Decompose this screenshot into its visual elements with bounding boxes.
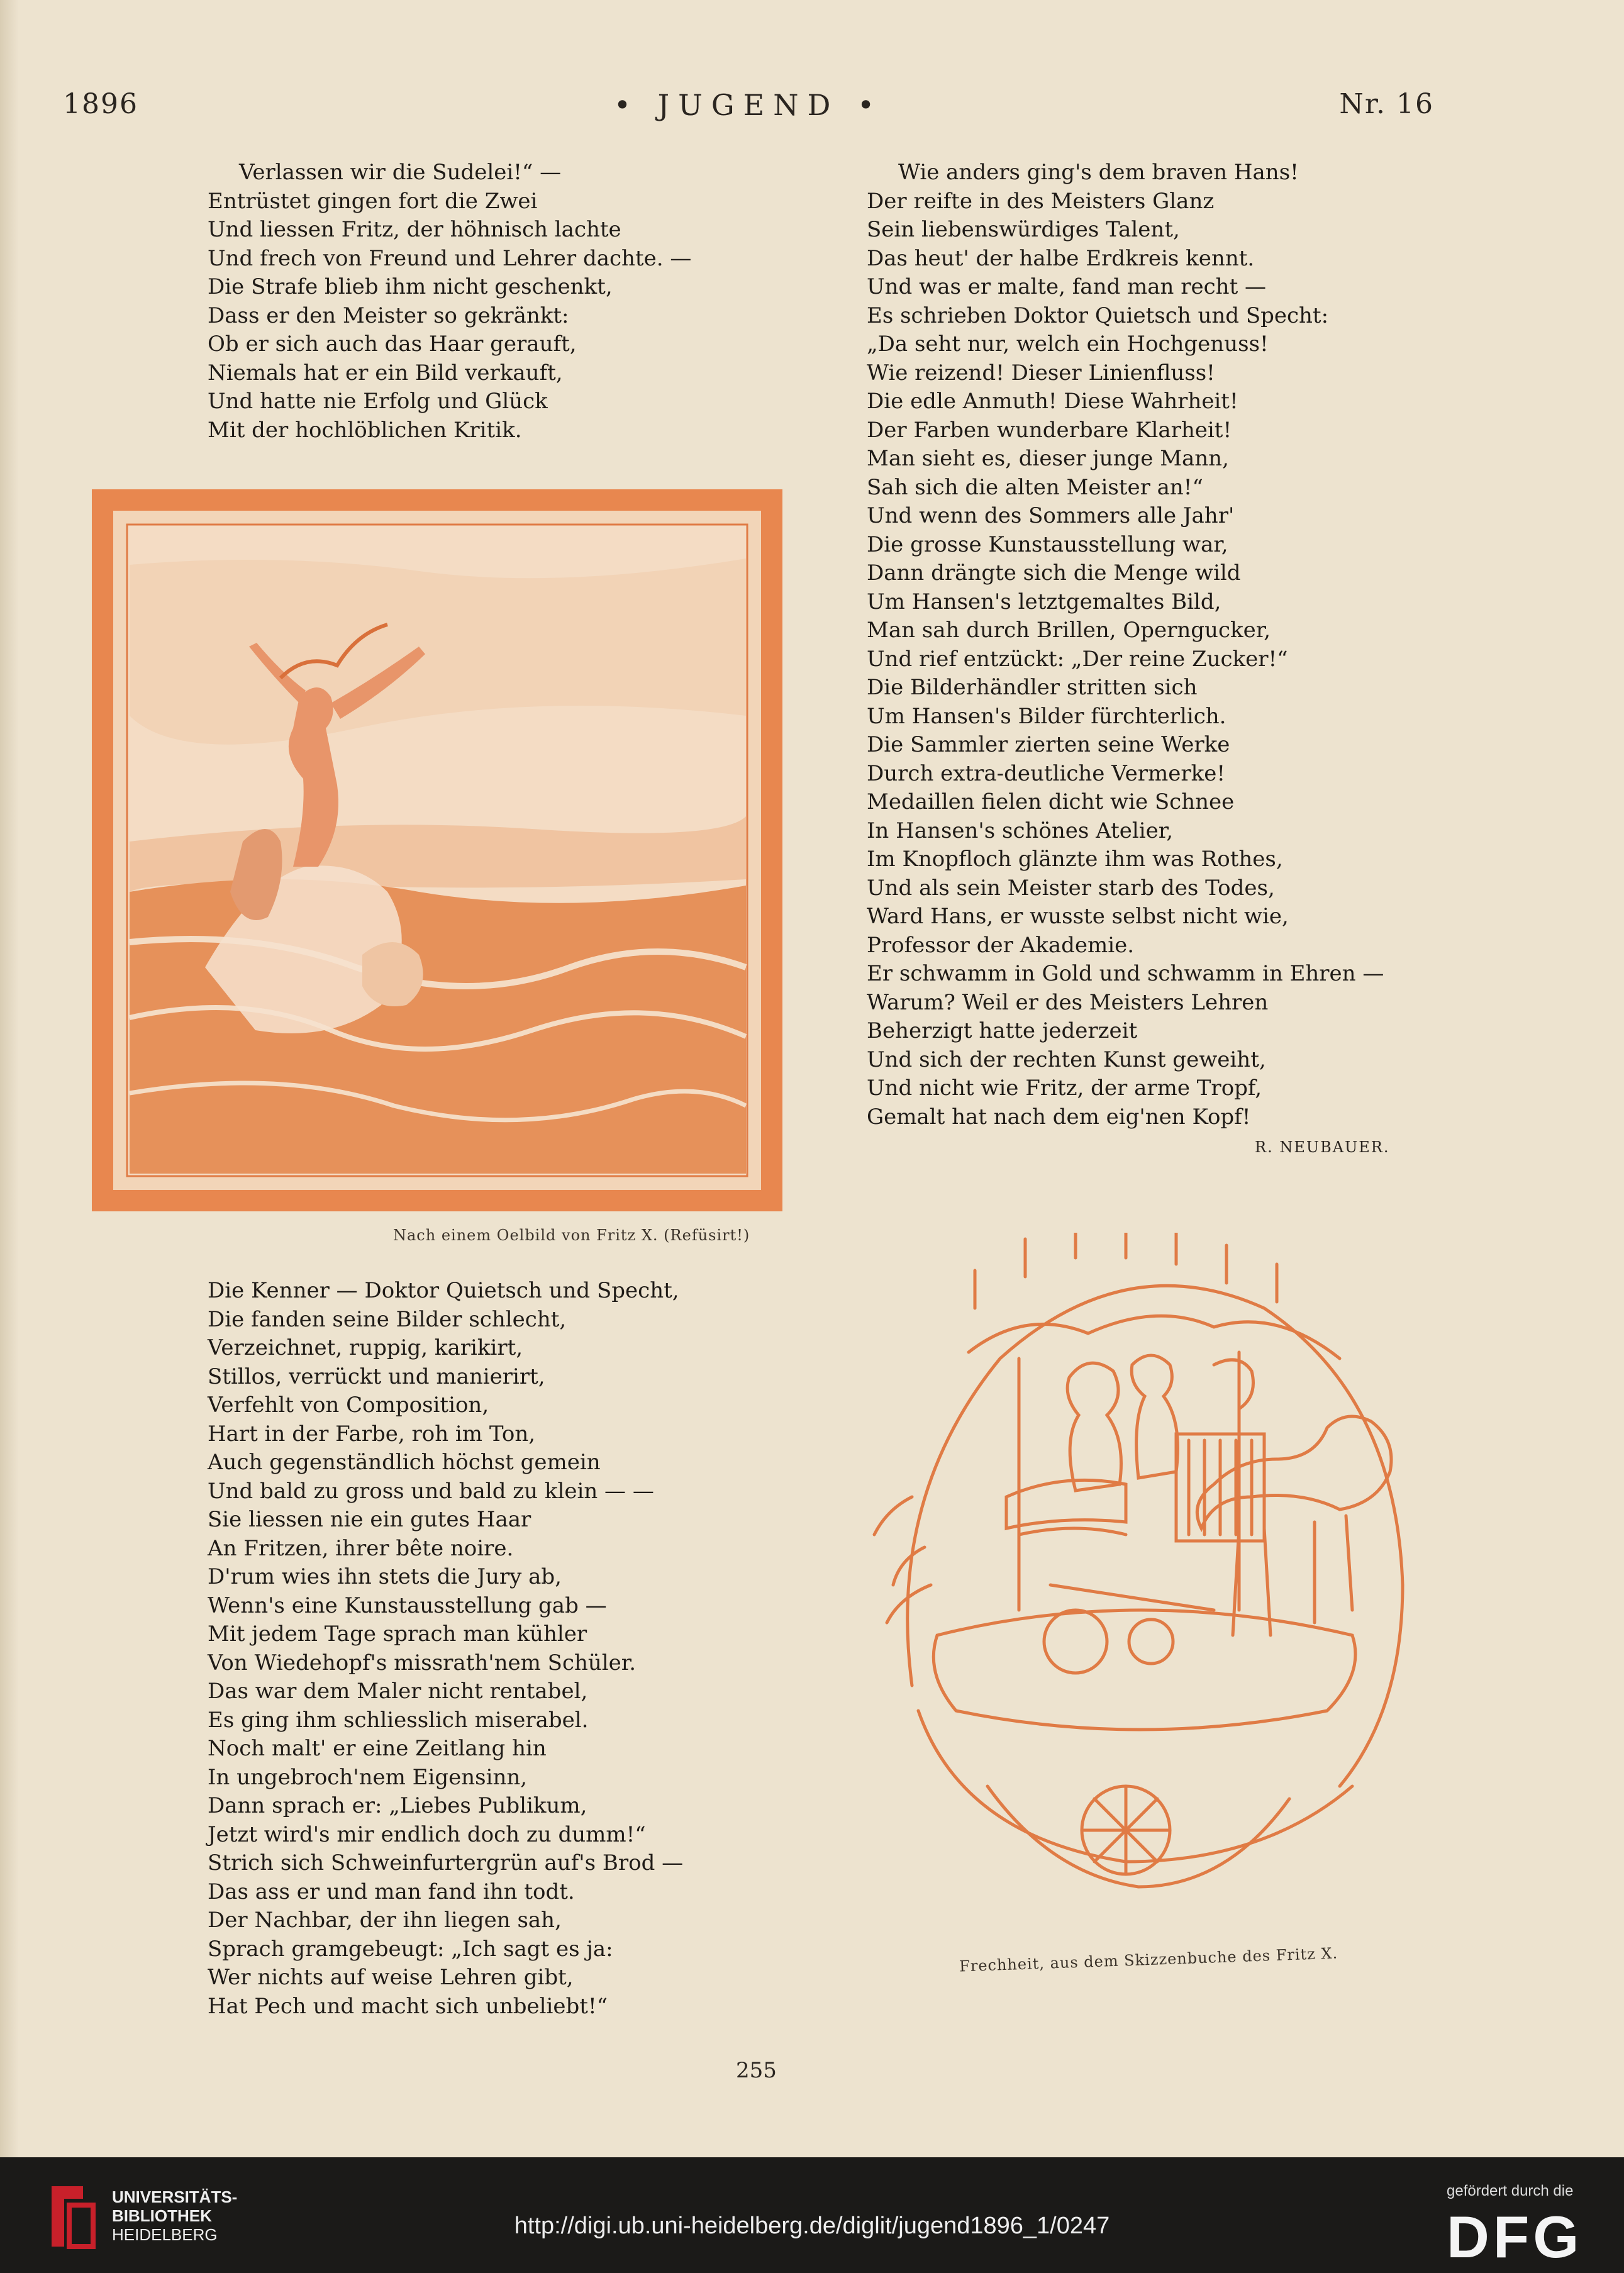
funded-by-label: gefördert durch die [1447,2182,1574,2199]
poem-line: Sprach gramgebeugt: „Ich sagt es ja: [208,1936,613,1962]
poem-line: Professor der Akademie. [867,932,1135,958]
sketch-caption: Frechheit, aus dem Skizzenbuche des Fritz X. [959,1944,1338,1976]
poem-line: Der Farben wunderbare Klarheit! [867,417,1232,443]
poem-line: In ungebroch'nem Eigensinn, [208,1764,528,1790]
poem-line: Ob er sich auch das Haar gerauft, [208,331,577,357]
poem-line: Durch extra-deutliche Vermerke! [867,760,1225,786]
poem-line: Und bald zu gross und bald zu klein — — [208,1478,654,1504]
poem-line: Hat Pech und macht sich unbeliebt!“ [208,1993,608,2019]
header-title: • JUGEND • [613,88,884,122]
header-year: 1896 [63,88,138,120]
poem-line: Und was er malte, fand man recht — [867,274,1267,299]
poem-line: Sah sich die alten Meister an!“ [867,474,1203,500]
poem-line: Jetzt wird's mir endlich doch zu dumm!“ [208,1821,646,1847]
poem-line: Mit jedem Tage sprach man kühler [208,1621,587,1647]
poem-line: Wer nichts auf weise Lehren gibt, [208,1965,574,1990]
poem-line: Dann drängte sich die Menge wild [867,560,1241,586]
poem-line: Wie reizend! Dieser Linienfluss! [867,360,1215,386]
poem-line: Mit der hochlöblichen Kritik. [208,417,522,443]
poem-line: Und frech von Freund und Lehrer dachte. — [208,245,692,271]
poem-line: Und als sein Meister starb des Todes, [867,875,1275,901]
painting-illustration [92,489,782,1211]
poem-line: Die edle Anmuth! Diese Wahrheit! [867,389,1238,414]
poem-line: Auch gegenständlich höchst gemein [208,1450,601,1475]
poem-column-right [867,158,1384,1131]
page-number: 255 [736,2058,777,2083]
poem-line: Verfehlt von Composition, [208,1392,489,1418]
poem-line: Der Nachbar, der ihn liegen sah, [208,1908,562,1933]
footer-bar [0,2157,1624,2273]
poem-line: Und nicht wie Fritz, der arme Tropf, [867,1075,1262,1101]
poem-line: Ward Hans, er wusste selbst nicht wie, [867,904,1289,929]
poem-line: Wie anders ging's dem braven Hans! [898,160,1299,185]
page-edge-shadow [0,0,19,2157]
poem-line: Beherzigt hatte jederzeit [867,1018,1138,1043]
poem-line: Warum? Weil er des Meisters Lehren [867,989,1269,1015]
library-name-line2: BIBLIOTHEK [112,2206,212,2225]
poem-line: Niemals hat er ein Bild verkauft, [208,360,563,386]
library-name-line1: UNIVERSITÄTS- [112,2187,238,2206]
poem-line: Dass er den Meister so gekränkt: [208,303,569,328]
library-name-line3: HEIDELBERG [112,2225,218,2244]
poem-line: Der reifte in des Meisters Glanz [867,188,1215,214]
poem-line: Und hatte nie Erfolg und Glück [208,389,548,414]
poem-line: Von Wiedehopf's missrath'nem Schüler. [208,1650,637,1676]
poem-line: Die Strafe blieb ihm nicht geschenkt, [208,274,613,299]
poem-line: Noch malt' er eine Zeitlang hin [208,1736,547,1761]
poem-line: Stillos, verrückt und manierirt, [208,1364,545,1389]
dfg-logo: DFG [1447,2204,1583,2270]
poem-line: Strich sich Schweinfurtergrün auf's Brod — [208,1850,684,1876]
poem-line: Sie liessen nie ein gutes Haar [208,1507,531,1532]
poem-line: Die Kenner — Doktor Quietsch und Specht, [208,1278,679,1303]
poem-line: Und liessen Fritz, der höhnisch lachte [208,217,621,242]
poem-line: „Da seht nur, welch ein Hochgenuss! [867,331,1269,357]
poem-line: Man sieht es, dieser junge Mann, [867,446,1229,471]
poem-line: Im Knopfloch glänzte ihm was Rothes, [867,847,1283,872]
poem-line: Um Hansen's Bilder fürchterlich. [867,703,1226,729]
poem-line: Das ass er und man fand ihn todt. [208,1879,575,1904]
poem-line: Dann sprach er: „Liebes Publikum, [208,1793,587,1818]
painting-caption: Nach einem Oelbild von Fritz X. (Refüsirt!) [393,1226,750,1244]
permalink-url[interactable]: http://digi.ub.uni-heidelberg.de/diglit/jugend1896_1/0247 [514,2213,1110,2239]
poem-line: In Hansen's schönes Atelier, [867,818,1174,843]
poem-line: Verzeichnet, ruppig, karikirt, [208,1335,523,1360]
poem-line: Es ging ihm schliesslich miserabel. [208,1707,589,1733]
poem-line: Hart in der Farbe, roh im Ton, [208,1421,536,1447]
poem-line: Um Hansen's letztgemaltes Bild, [867,589,1221,614]
poem-line: Die fanden seine Bilder schlecht, [208,1306,567,1332]
poem-line: Er schwamm in Gold und schwamm in Ehren — [867,961,1384,986]
poem-line: Das war dem Maler nicht rentabel, [208,1679,588,1704]
poem-line: Die Sammler zierten seine Werke [867,732,1230,757]
poem-line: Gemalt hat nach dem eig'nen Kopf! [867,1104,1251,1130]
header-issue: Nr. 16 [1339,88,1434,120]
poem-line: Die Bilderhändler stritten sich [867,675,1198,700]
poem-line: Verlassen wir die Sudelei!“ — [239,160,562,185]
poem-line: Medaillen fielen dicht wie Schnee [867,789,1235,814]
poem-line: Die grosse Kunstausstellung war, [867,531,1228,557]
poem-line: Sein liebenswürdiges Talent, [867,217,1180,242]
running-head [63,82,1434,132]
poem-line: Das heut' der halbe Erdkreis kennt. [867,245,1255,271]
poem-line: Und wenn des Sommers alle Jahr' [867,503,1235,528]
poem-line: Entrüstet gingen fort die Zwei [208,188,538,214]
poem-line: Es schrieben Doktor Quietsch und Specht: [867,303,1329,328]
poem-column-left-top [208,158,691,445]
poem-line: D'rum wies ihn stets die Jury ab, [208,1564,562,1589]
poem-line: Man sah durch Brillen, Operngucker, [867,618,1271,643]
poem-line: Wenn's eine Kunstausstellung gab — [208,1592,607,1618]
author-signature: R. NEUBAUER. [1255,1138,1390,1156]
poem-line: An Fritzen, ihrer bête noire. [208,1535,514,1561]
poem-line: Und sich der rechten Kunst geweiht, [867,1047,1266,1072]
sketch-illustration [862,1233,1428,1950]
poem-line: Und rief entzückt: „Der reine Zucker!“ [867,646,1288,672]
poem-column-left-bottom [208,1277,683,2021]
